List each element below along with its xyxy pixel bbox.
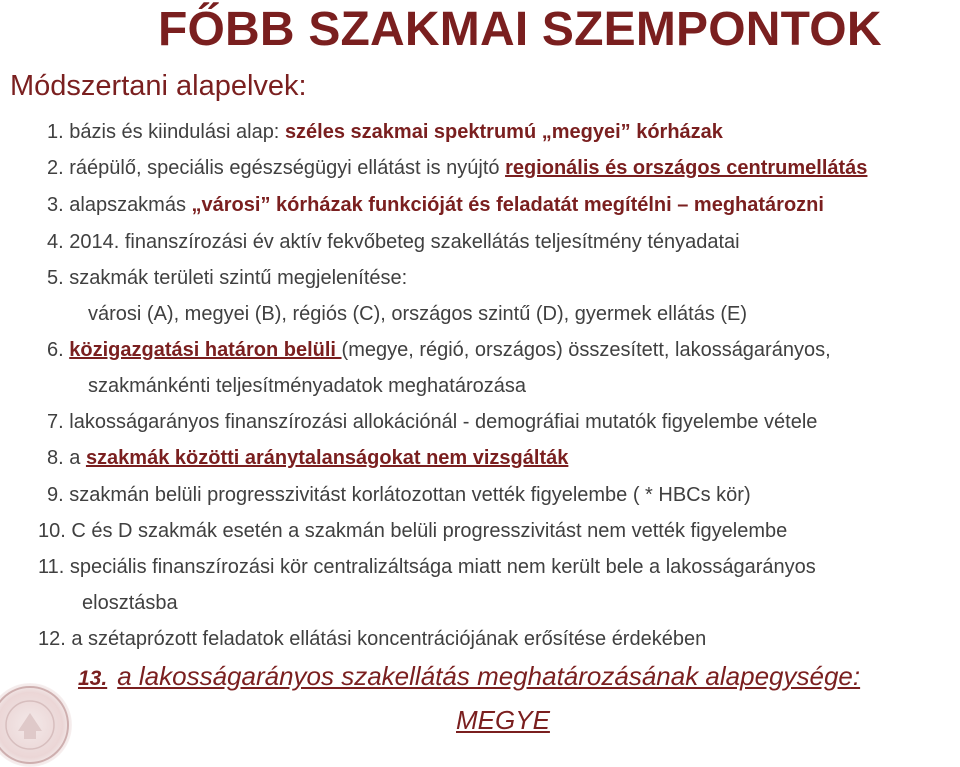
item-number: 10. bbox=[38, 520, 66, 542]
item-text: C és D szakmák esetén a szakmán belüli progresszivitást nem vették figyelembe bbox=[71, 520, 788, 542]
item-text: ráépülő, speciális egészségügyi ellátást is nyújtó bbox=[69, 157, 506, 179]
page-title: FŐBB SZAKMAI SZEMPONTOK bbox=[158, 3, 882, 56]
list-item bbox=[47, 445, 568, 471]
item-text: 2014. finanszírozási év aktív fekvőbeteg szakellátás teljesítmény tényadatai bbox=[69, 231, 740, 253]
list-item bbox=[47, 119, 723, 145]
list-item-continuation: városi (A), megyei (B), régiós (C), országos szintű (D), gyermek ellátás (E) bbox=[88, 303, 748, 325]
list-item-continuation: szakmánkénti teljesítményadatok meghatározása bbox=[88, 375, 527, 397]
item-highlight: regionális és országos centrumellátás bbox=[505, 157, 868, 179]
item-number: 7. bbox=[47, 411, 64, 433]
item-text: speciális finanszírozási kör centralizáltsága miatt nem került bele a lakosságarányos bbox=[69, 556, 816, 578]
list-item bbox=[38, 518, 787, 544]
list-item bbox=[47, 482, 751, 508]
item-highlight: közigazgatási határon belüli bbox=[69, 339, 342, 361]
item-text: a bbox=[69, 447, 86, 469]
item-number: 4. bbox=[47, 231, 64, 253]
item-text: a szétaprózott feladatok ellátási koncentrációjának erősítése érdekében bbox=[71, 628, 707, 650]
list-item bbox=[38, 554, 816, 580]
list-item bbox=[47, 265, 407, 291]
list-item bbox=[47, 192, 824, 218]
item-number: 11. bbox=[38, 556, 65, 578]
item-highlight: szakmák közötti aránytalanságokat nem vizsgálták bbox=[85, 447, 569, 469]
list-item bbox=[47, 337, 831, 363]
item-number: 1. bbox=[47, 121, 64, 143]
list-item-continuation: elosztásba bbox=[82, 592, 178, 614]
item-number: 6. bbox=[47, 339, 64, 361]
item-text: (megye, régió, országos) összesített, lakosságarányos, bbox=[341, 339, 831, 361]
item-number: 3. bbox=[47, 194, 64, 216]
item-text: bázis és kiindulási alap: bbox=[69, 121, 285, 143]
item-text: szakmán belüli progresszivitást korlátozottan vették figyelembe ( * HBCs kör) bbox=[69, 484, 751, 506]
item-text: alapszakmás bbox=[69, 194, 192, 216]
seal-logo-icon bbox=[0, 683, 72, 767]
list-item bbox=[38, 626, 706, 652]
conclusion-line bbox=[78, 661, 860, 692]
list-item bbox=[47, 229, 740, 255]
section-subtitle: Módszertani alapelvek: bbox=[10, 70, 307, 102]
list-item bbox=[47, 155, 867, 181]
item-highlight: „városi” kórházak funkcióját és feladatát megítélni – meghatározni bbox=[191, 194, 824, 216]
item-number: 12. bbox=[38, 628, 66, 650]
item-number: 9. bbox=[47, 484, 64, 506]
item-number: 13. bbox=[78, 667, 108, 690]
item-text: szakmák területi szintű megjelenítése: bbox=[69, 267, 408, 289]
item-number: 8. bbox=[47, 447, 64, 469]
item-text: lakosságarányos finanszírozási allokációnál - demográfiai mutatók figyelembe vétele bbox=[69, 411, 818, 433]
item-number: 2. bbox=[47, 157, 64, 179]
list-item bbox=[47, 409, 817, 435]
item-highlight: széles szakmai spektrumú „megyei” kórházak bbox=[284, 121, 723, 143]
item-number: 5. bbox=[47, 267, 64, 289]
conclusion-text: a lakosságarányos szakellátás meghatározásának alapegysége: bbox=[117, 661, 861, 691]
conclusion-answer: MEGYE bbox=[456, 705, 550, 735]
